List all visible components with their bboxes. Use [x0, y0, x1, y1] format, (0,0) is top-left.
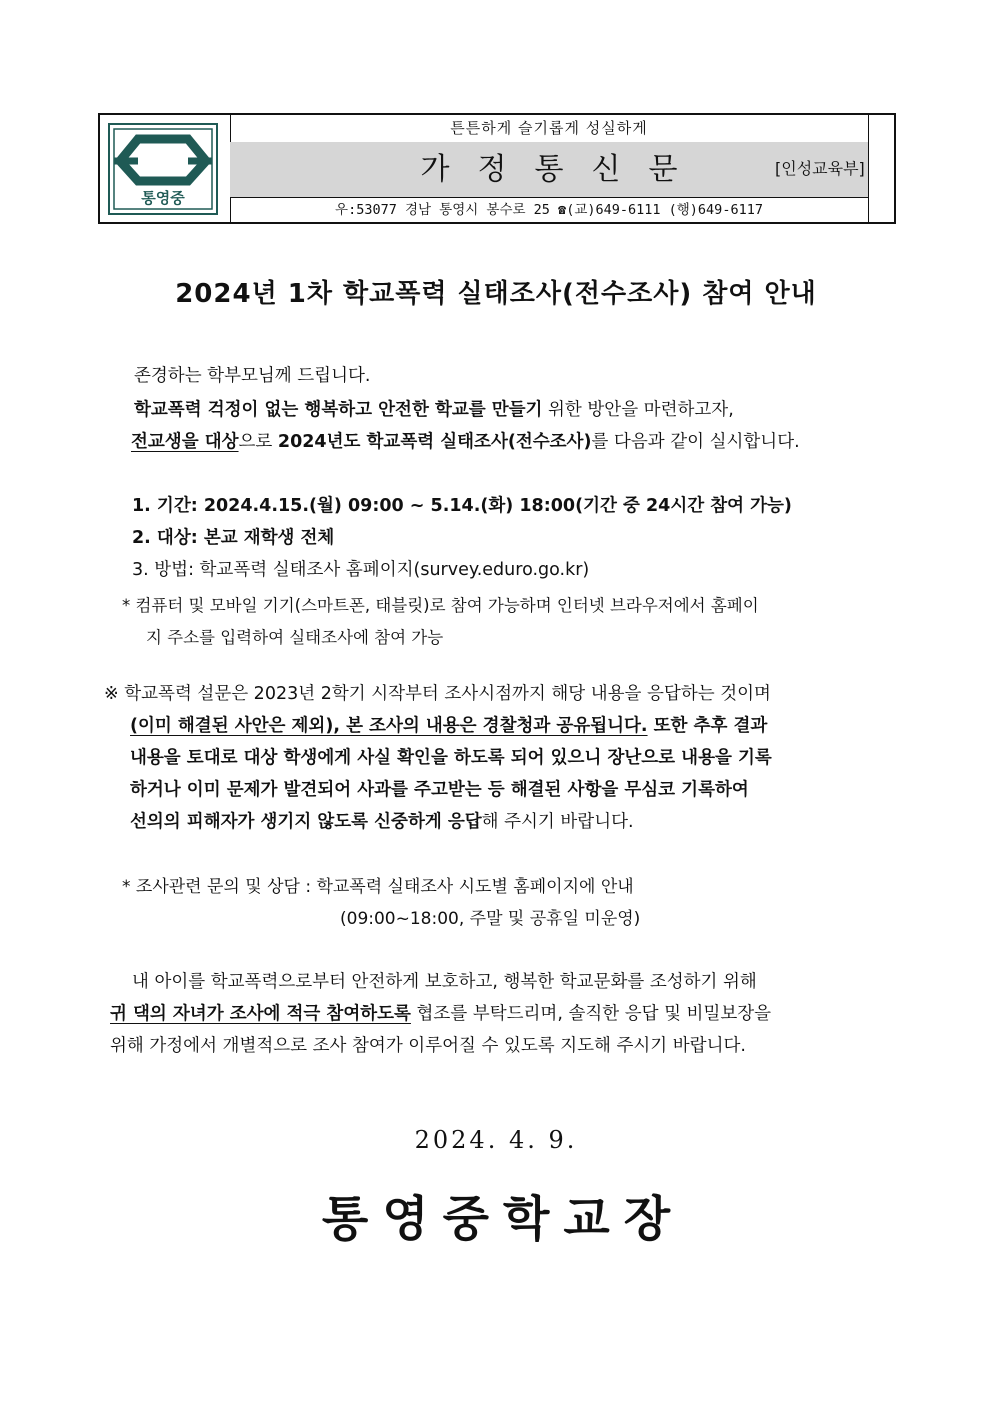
target-emphasis: 전교생을 대상 — [131, 432, 239, 452]
notice-line-5 — [130, 808, 634, 833]
item-target: 2. 대상: 본교 재학생 전체 — [132, 528, 335, 548]
inquiry-line-2: (09:00~18:00, 주말 및 공휴일 미운영) — [340, 909, 641, 929]
department-label: [인성교육부] — [775, 159, 865, 178]
school-logo-icon — [108, 123, 218, 215]
logo-cell — [100, 115, 231, 222]
header-center — [230, 115, 869, 222]
logo-text: 통영중 — [141, 189, 185, 207]
intro-emphasis: 학교폭력 걱정이 없는 행복하고 안전한 학교를 만들기 — [134, 400, 543, 420]
intro-line-3 — [131, 428, 800, 453]
survey-emphasis: 2024년도 학교폭력 실태조사(전수조사) — [277, 432, 592, 452]
notice-text: 또한 추후 결과 — [647, 716, 768, 736]
item-method: 3. 방법: 학교폭력 실태조사 홈페이지(survey.eduro.go.kr) — [132, 560, 590, 580]
issue-date: 2024. 4. 9. — [414, 1126, 578, 1154]
notice-emphasis: (이미 해결된 사안은 제외), 본 조사의 내용은 경찰청과 공유됩니다. — [130, 716, 648, 736]
notice-line-3: 내용을 토대로 대상 학생에게 사실 확인을 하도록 되어 있으니 장난으로 내용을 기록 — [130, 748, 772, 768]
intro-text: 위한 방안을 마련하고자, — [542, 400, 734, 420]
principal-signature: 통영중학교장 — [321, 1191, 685, 1247]
item-period: 1. 기간: 2024.4.15.(월) 09:00 ~ 5.14.(화) 18:00(기간 중 24시간 참여 가능) — [132, 496, 792, 516]
school-motto: 튼튼하게 슬기롭게 성실하게 — [230, 115, 868, 143]
greeting: 존경하는 학부모님께 드립니다. — [134, 366, 371, 386]
notice-emphasis: 선의의 피해자가 생기지 않도록 신중하게 응답 — [130, 812, 482, 832]
notice-line-1: ※ 학교폭력 설문은 2023년 2학기 시작부터 조사시점까지 해당 내용을 응답하는 것이며 — [104, 684, 771, 704]
school-address: 우:53077 경남 통영시 봉수로 25 ☎(교)649-6111 (행)649-6117 — [335, 202, 763, 218]
intro-line-2 — [134, 396, 734, 421]
closing-line-2 — [110, 1000, 771, 1025]
closing-text: 협조를 부탁드리며, 솔직한 응답 및 비밀보장을 — [410, 1004, 772, 1024]
document-title: 2024년 1차 학교폭력 실태조사(전수조사) 참여 안내 — [175, 279, 817, 309]
closing-line-1: 내 아이를 학교폭력으로부터 안전하게 보호하고, 행복한 학교문화를 조성하기 위해 — [132, 972, 757, 992]
item-note-line-2: 지 주소를 입력하여 실태조사에 참여 가능 — [146, 628, 444, 647]
intro-text: 를 다음과 같이 실시합니다. — [591, 432, 800, 452]
closing-emphasis: 귀 댁의 자녀가 조사에 적극 참여하도록 — [110, 1004, 411, 1024]
newsletter-title: 가정통신문 — [230, 142, 868, 198]
item-note-line-1: * 컴퓨터 및 모바일 기기(스마트폰, 태블릿)로 참여 가능하며 인터넷 브라우저에서 홈페이 — [122, 596, 759, 615]
closing-line-3: 위해 가정에서 개별적으로 조사 참여가 이루어질 수 있도록 지도해 주시기 바랍니다. — [110, 1036, 746, 1056]
inquiry-line-1: * 조사관련 문의 및 상담 : 학교폭력 실태조사 시도별 홈페이지에 안내 — [122, 877, 634, 897]
notice-line-2 — [130, 712, 767, 737]
notice-text: 해 주시기 바랍니다. — [481, 812, 634, 832]
intro-text: 으로 — [238, 432, 278, 452]
notice-line-4: 하거나 이미 문제가 발견되어 사과를 주고받는 등 해결된 사항을 무심코 기록하여 — [130, 780, 749, 800]
